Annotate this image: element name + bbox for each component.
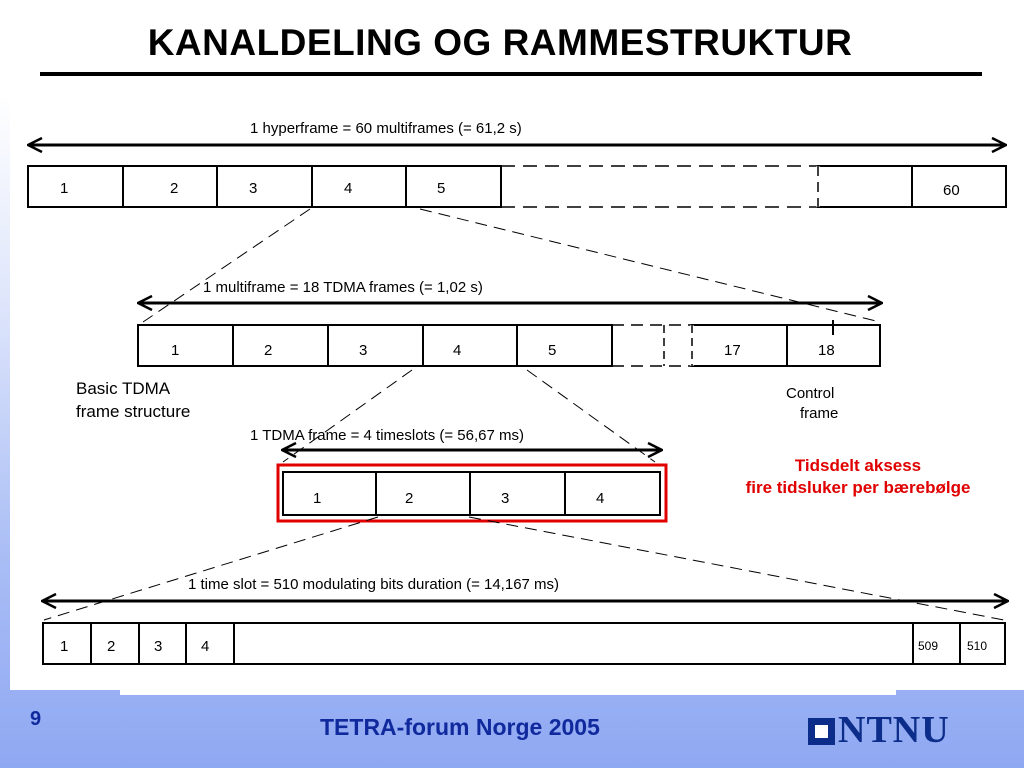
multiframe-cell-18: 18: [818, 342, 835, 359]
basic-tdma-label: Basic TDMA: [76, 379, 171, 398]
frame-structure-label: frame structure: [76, 402, 191, 421]
ntnu-logo: [808, 710, 950, 750]
multiframe-cell-1: 1: [171, 342, 180, 359]
slide-number: 9: [30, 708, 42, 730]
zoom-line: [143, 209, 310, 322]
timeslot-cell-510: 510: [967, 639, 988, 653]
caption-line-2: fire tidsluker per bærebølge: [745, 478, 971, 497]
tdma-frame-group: [250, 427, 666, 521]
multiframe-group: [138, 279, 882, 366]
multiframe-cell-3: 3: [359, 342, 368, 359]
tdma-cell-1: 1: [313, 490, 322, 507]
hyperframe-cell-2: 2: [170, 180, 179, 197]
multiframe-cell-5: 5: [548, 342, 557, 359]
logo-square-icon: [808, 718, 835, 745]
hyperframe-label: 1 hyperframe = 60 multiframes (= 61,2 s): [250, 120, 522, 137]
hyperframe-cell-60: 60: [943, 182, 960, 199]
zoom-line: [283, 370, 412, 462]
hyperframe-cell-4: 4: [344, 180, 353, 197]
timeslot-cell-3: 3: [154, 638, 163, 655]
multiframe-cell-4: 4: [453, 342, 462, 359]
zoom-line: [469, 517, 1004, 620]
tdma-cell-2: 2: [405, 490, 414, 507]
zoom-line: [44, 517, 378, 620]
tdma-cell-4: 4: [596, 490, 605, 507]
multiframe-cell-17: 17: [724, 342, 741, 359]
multiframe-cell-2: 2: [264, 342, 273, 359]
hyperframe-cell-1: 1: [60, 180, 69, 197]
footer-text: TETRA-forum Norge 2005: [320, 714, 600, 740]
hyperframe-group: [28, 120, 1006, 207]
zoom-line: [527, 370, 655, 462]
timeslot-cell-509: 509: [918, 639, 939, 653]
slide-title: KANALDELING OG RAMMESTRUKTUR: [147, 22, 853, 63]
hyperframe-cell-3: 3: [249, 180, 258, 197]
zoom-line: [420, 209, 880, 322]
hyperframe-cell-5: 5: [437, 180, 446, 197]
timeslot-cell-4: 4: [201, 638, 210, 655]
control-label: Control: [786, 385, 835, 402]
red-caption: [700, 455, 1016, 499]
timeslot-group: [42, 576, 1008, 664]
timeslot-label: 1 time slot = 510 modulating bits duration (= 14,167 ms): [188, 576, 560, 593]
tdma-frame-label: 1 TDMA frame = 4 timeslots (= 56,67 ms): [250, 427, 524, 444]
control-frame-label: frame: [800, 405, 839, 422]
caption-line-1: Tidsdelt aksess: [794, 456, 922, 475]
tdma-cell-3: 3: [501, 490, 510, 507]
timeslot-cell-1: 1: [60, 638, 69, 655]
multiframe-label: 1 multiframe = 18 TDMA frames (= 1,02 s): [203, 279, 483, 296]
logo-text: NTNU: [838, 709, 950, 751]
timeslot-cell-2: 2: [107, 638, 116, 655]
